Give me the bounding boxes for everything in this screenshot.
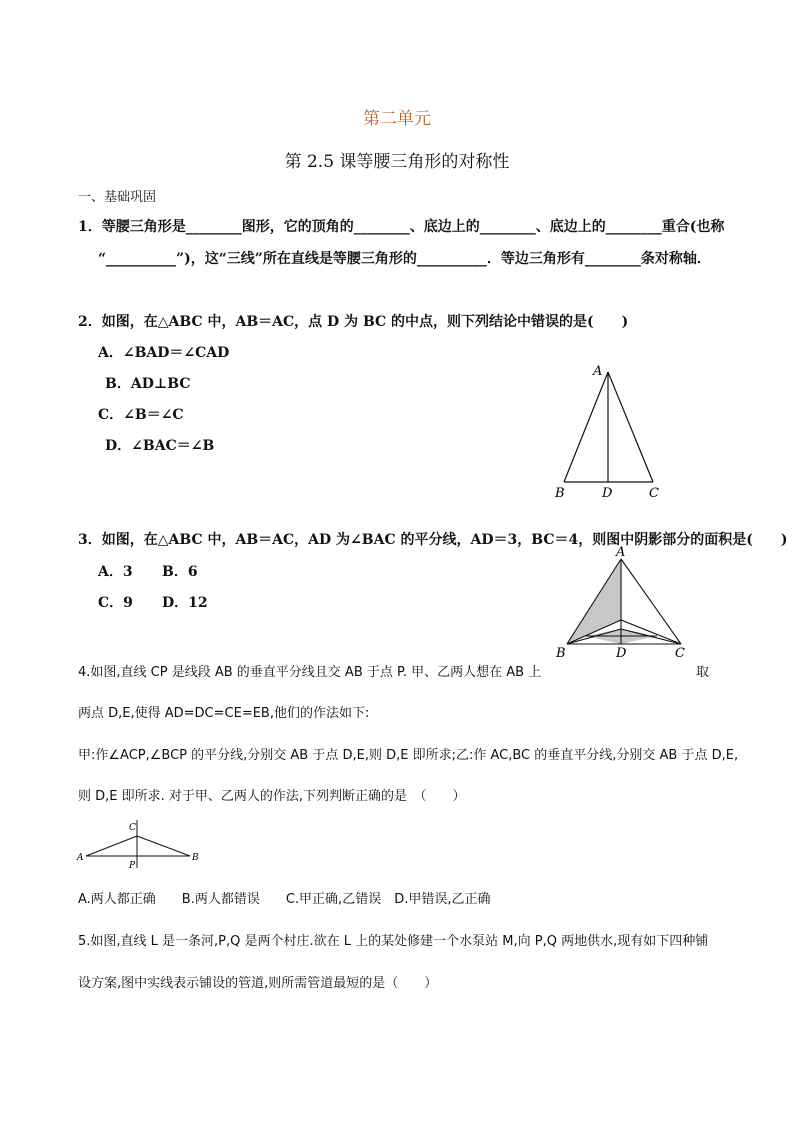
q2-option-b: B．AD⊥BC	[105, 376, 191, 392]
q3-stem: 3．如图，在△ABC 中，AB＝AC，AD 为∠BAC 的平分线，AD＝3，BC＝4，则图中阴影部分的面积是( )	[78, 532, 788, 548]
q2-label-d: D	[602, 486, 613, 501]
q4-options: A.两人都正确 B.两人都错误 C.甲正确,乙错误 D.甲错误,乙正确	[78, 892, 491, 907]
q1-line2: “__________”)，这“三线”所在直线是等腰三角形的__________．等边三角形有________条对称轴．	[98, 251, 711, 267]
q5-line2: 设方案,图中实线表示铺设的管道,则所需管道最短的是（ ）	[78, 976, 438, 991]
q2-stem: 2．如图，在△ABC 中，AB＝AC，点 D 为 BC 的中点，则下列结论中错误的是( )	[78, 314, 629, 330]
q4-line1: 4.如图,直线 CP 是线段 AB 的垂直平分线且交 AB 于点 P. 甲、乙两人想在 AB 上	[78, 665, 542, 680]
q2-option-a: A．∠BAD＝∠CAD	[98, 345, 230, 361]
q3-label-b: B	[556, 646, 566, 661]
q2-label-a: A	[593, 364, 603, 379]
q2-label-c: C	[649, 486, 659, 501]
q4-line3: 甲:作∠ACP,∠BCP 的平分线,分别交 AB 于点 D,E,则 D,E 即所求;乙:作 AC,BC 的垂直平分线,分别交 AB 于点 D,E,	[78, 748, 739, 763]
q2-option-d: D．∠BAC＝∠B	[105, 438, 215, 454]
q3-shaded-triangle-figure	[553, 545, 693, 665]
q3-option-b: B．6	[162, 564, 198, 580]
q5-line1: 5.如图,直线 L 是一条河,P,Q 是两个村庄.欲在 L 上的某处修建一个水泵站 M,向 P,Q 两地供水,现有如下四种铺	[78, 934, 709, 949]
q4-label-a: A	[77, 853, 84, 863]
unit-title: 第二单元	[363, 109, 431, 129]
q2-side-ac	[608, 372, 653, 482]
q2-label-b: B	[555, 486, 565, 501]
q4-label-b: B	[192, 853, 199, 863]
q3-option-c: C．9	[98, 595, 133, 611]
q3-label-c: C	[675, 646, 685, 661]
q4-line1-tail: 取	[696, 665, 710, 680]
q3-option-d: D．12	[162, 595, 208, 611]
q4-figure	[75, 818, 205, 873]
lesson-title: 第 2.5 课等腰三角形的对称性	[284, 152, 510, 172]
q4-label-p: P	[129, 861, 136, 871]
q3-label-d: D	[616, 646, 627, 661]
q2-triangle-figure	[550, 360, 670, 505]
q3-label-a: A	[616, 545, 626, 560]
q4-line4: 则 D,E 即所求. 对于甲、乙两人的作法,下列判断正确的是 （ ）	[78, 789, 466, 804]
q2-option-c: C．∠B＝∠C	[98, 407, 184, 423]
q4-label-c: C	[129, 823, 136, 833]
q3-option-a: A．3	[98, 564, 133, 580]
q2-side-ab	[564, 372, 608, 482]
section-heading: 一、基础巩固	[78, 190, 157, 205]
q4-line2: 两点 D,E,使得 AD=DC=CE=EB,他们的作法如下:	[78, 706, 370, 721]
q1-line1: 1．等腰三角形是________图形，它的顶角的________、底边上的________、底边上的________重合(也称	[78, 219, 725, 235]
